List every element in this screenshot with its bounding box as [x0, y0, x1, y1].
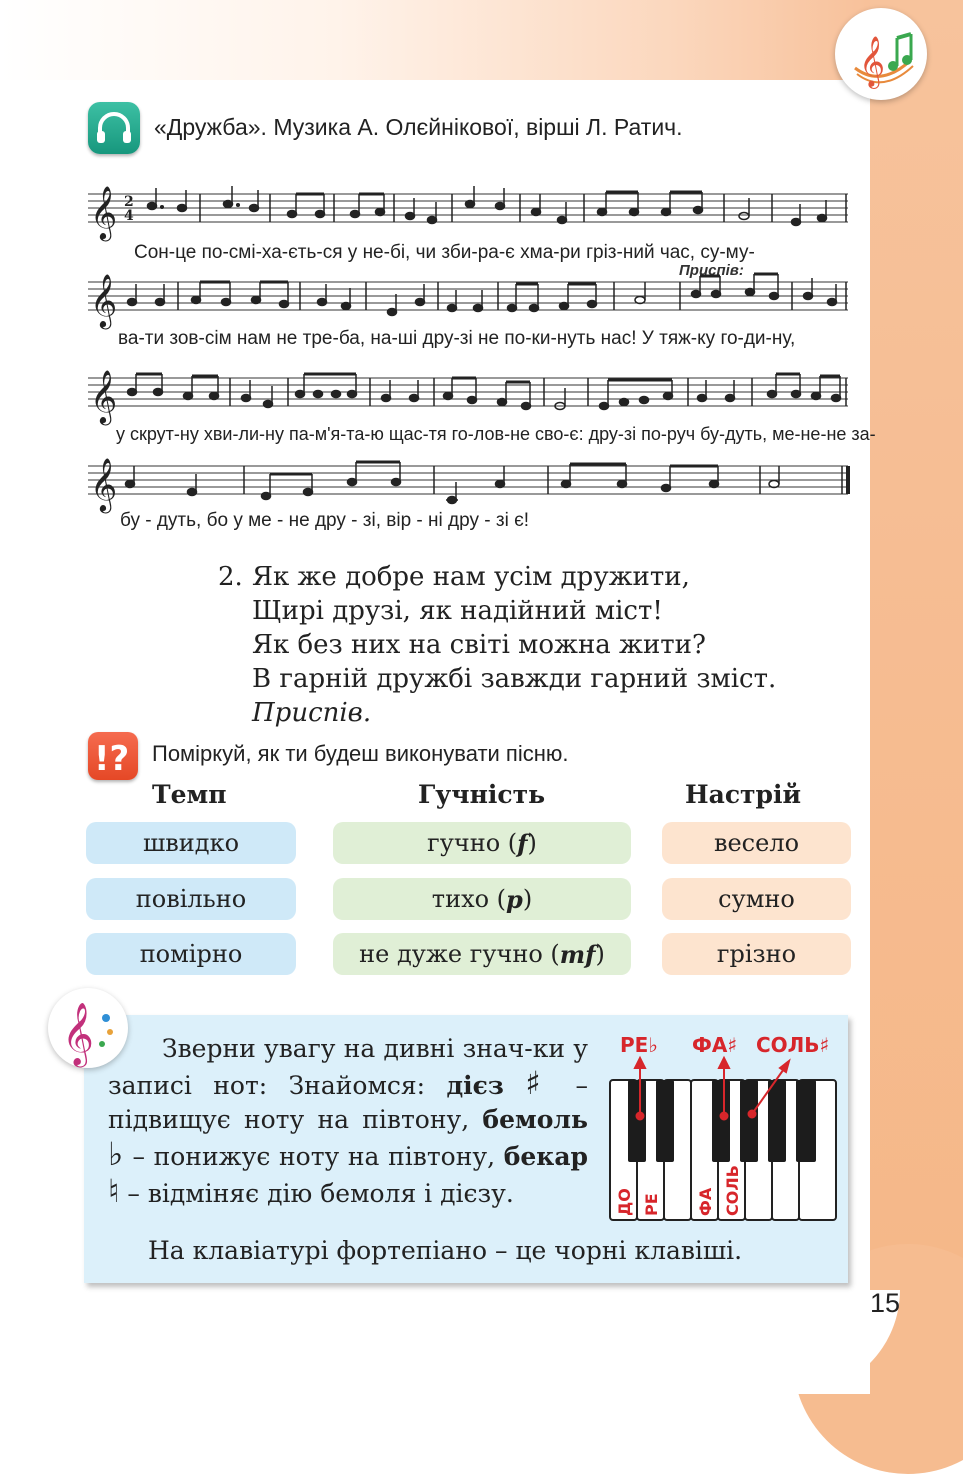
- flat-icon: ♭: [108, 1135, 124, 1173]
- time-signature-top: 2: [124, 194, 134, 210]
- info-piano-note: На клавіатурі фортепіано – це чорні клавіші.: [148, 1236, 743, 1265]
- volume-option-loud[interactable]: [333, 822, 631, 864]
- tempo-option-slow[interactable]: повільно: [86, 878, 296, 920]
- dynamic-mark: f: [517, 828, 528, 858]
- time-signature-bottom: 4: [124, 208, 134, 224]
- verse-line-3: Як без них на світі можна жити?: [252, 630, 706, 660]
- diez-description: – підвищує ноту на півтону,: [108, 1071, 589, 1134]
- notes-staff-2: [128, 274, 847, 316]
- key-label-fa: ФА: [696, 1187, 715, 1216]
- notes-staff-4: [126, 462, 849, 504]
- right-margin-band: [870, 0, 963, 1394]
- treble-clef-icon: 𝄞: [90, 273, 118, 327]
- column-header-tempo: Темп: [152, 780, 227, 809]
- label-re-flat: РЕ♭: [620, 1033, 658, 1057]
- column-header-volume: Гучність: [418, 780, 546, 809]
- dynamic-mark: mf: [559, 939, 596, 969]
- dynamic-mark: p: [506, 884, 523, 914]
- mood-option-cheerful[interactable]: весело: [662, 822, 851, 864]
- column-header-mood: Настрій: [685, 780, 802, 809]
- music-section-badge: [835, 8, 927, 100]
- svg-text:𝄞: 𝄞: [859, 36, 886, 87]
- sharp-icon: ♯: [525, 1064, 555, 1102]
- verse-line-1: Як же добре нам усім дружити,: [252, 562, 690, 592]
- treble-clef-notes-icon: [835, 8, 927, 100]
- info-intro: Зверни увагу на дивні знач-ки у записі нот: Знайомся:: [108, 1034, 588, 1100]
- top-gradient-band: [0, 0, 963, 80]
- refrain-label: Приспів:: [679, 262, 744, 279]
- bekar-description: – відміняє дію бемоля і дієзу.: [119, 1179, 514, 1208]
- volume-label: гучно (: [427, 829, 518, 857]
- verse-2: [218, 560, 776, 730]
- mood-option-sad[interactable]: сумно: [662, 878, 851, 920]
- music-staff-3: [80, 366, 850, 426]
- lyrics-line-3: у скрут-ну хви-ли-ну па-м'я-та-ю щас-тя го-лов-не сво-є: дру-зі по-руч бу-дуть, ме-не-не за-: [116, 424, 876, 444]
- bekar-term: бекар: [503, 1142, 589, 1171]
- bemol-term: бемоль: [482, 1105, 588, 1134]
- page-number: 15: [870, 1288, 901, 1318]
- volume-label: не дуже гучно (: [359, 940, 560, 968]
- key-label-sol: СОЛЬ: [723, 1165, 742, 1216]
- music-staff-1: [80, 182, 850, 242]
- headphones-icon[interactable]: [88, 102, 140, 154]
- song-title: «Дружба». Музика А. Олєйнікової, вірші Л. Ратич.: [154, 114, 683, 140]
- natural-icon: ♮: [108, 1172, 120, 1210]
- tempo-option-fast[interactable]: швидко: [86, 822, 296, 864]
- treble-clef-icon: 𝄞: [90, 457, 118, 511]
- volume-option-moderately-loud[interactable]: [333, 933, 631, 975]
- key-label-do: ДО: [615, 1188, 634, 1216]
- lyrics-line-2: ва-ти зов-сім нам не тре-ба, на-ші дру-зі не по-ки-нуть нас! У тяж-ку го-ди-ну,: [118, 328, 796, 349]
- notes-staff-1: [148, 186, 847, 226]
- treble-clef-icon: 𝄞: [90, 185, 118, 239]
- mood-option-menacing[interactable]: грізно: [662, 933, 851, 975]
- treble-clef-icon: 𝄞: [90, 369, 118, 423]
- volume-paren-close: ): [595, 940, 605, 968]
- diez-term: дієз: [446, 1071, 504, 1100]
- volume-paren-close: ): [527, 829, 537, 857]
- music-staff-4: [80, 454, 850, 514]
- volume-label: тихо (: [431, 885, 507, 913]
- label-sol-sharp: СОЛЬ♯: [756, 1033, 830, 1057]
- piano-keyboard-illustration: [600, 1026, 850, 1226]
- svg-text:𝄞: 𝄞: [62, 1002, 94, 1065]
- verse-number: 2.: [218, 562, 243, 592]
- lyrics-line-4: бу - дуть, бо у ме - не дру - зі, вір - ні дру - зі є!: [120, 510, 530, 531]
- label-fa-sharp: ФА♯: [692, 1033, 737, 1057]
- volume-paren-close: ): [522, 885, 533, 913]
- info-paragraph: [108, 1032, 588, 1211]
- music-staff-2: [80, 270, 850, 330]
- svg-text:!?: !?: [94, 739, 130, 779]
- lyrics-line-1: Сон-це по-смі-ха-єть-ся у не-бі, чи зби-ра-є хма-ри гріз-ний час, су-му-: [134, 242, 755, 263]
- task-text: Поміркуй, як ти будеш виконувати пісню.: [152, 741, 569, 766]
- tempo-option-moderate[interactable]: помірно: [86, 933, 296, 975]
- key-label-re: РЕ: [642, 1193, 661, 1216]
- verse-line-2: Щирі друзі, як надійний міст!: [252, 596, 663, 626]
- volume-option-quiet[interactable]: [333, 878, 631, 920]
- verse-refrain: Приспів.: [252, 698, 372, 728]
- question-icon: [88, 732, 138, 780]
- bemol-description: – понижує ноту на півтону,: [123, 1142, 504, 1171]
- verse-line-4: В гарній дружбі завжди гарний зміст.: [252, 664, 777, 694]
- page-sheet-bottom: [0, 1290, 900, 1394]
